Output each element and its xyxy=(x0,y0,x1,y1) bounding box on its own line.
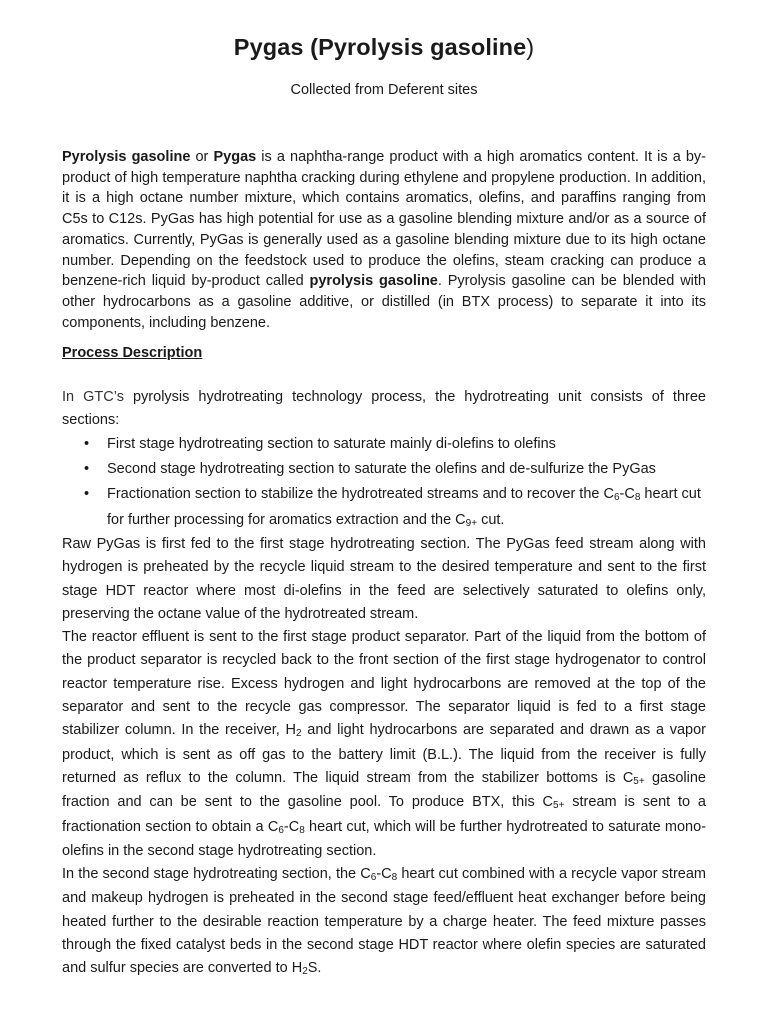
list-item-text: -C xyxy=(619,486,635,502)
body-text: -C xyxy=(376,866,392,883)
process-body xyxy=(62,533,706,982)
term-pyrolysis-gasoline-2: pyrolysis gasoline xyxy=(309,273,438,290)
list-item-text: heart cut for further processing for aromatics extraction and the C xyxy=(107,486,701,528)
process-intro-paragraph xyxy=(62,386,706,432)
sections-list xyxy=(62,432,706,534)
body-paragraph-2 xyxy=(62,626,706,863)
body-text: heart cut, which will be further hydrotreated to saturate mono-olefins in the second stage hydrotreating section. xyxy=(62,818,706,859)
subscript: 9+ xyxy=(465,518,478,529)
list-item xyxy=(62,482,706,534)
subscript: 8 xyxy=(391,872,398,884)
body-text: S. xyxy=(307,960,322,977)
subscript: 8 xyxy=(299,824,305,836)
document-subtitle: Collected from Deferent sites xyxy=(290,82,478,98)
intro-text: . Pyrolysis gasoline can be blended with other hydrocarbons as a gasoline additive, or distilled (in BTX process) to separate it into its components, including benzene. xyxy=(62,273,706,331)
body-text: stream is sent to a fractionation section to obtain a C xyxy=(62,794,706,835)
subscript: 8 xyxy=(634,492,641,503)
body-text: -C xyxy=(283,818,300,835)
term-pygas: Pygas xyxy=(213,149,257,165)
list-item-text: Fractionation section to stabilize the hydrotreated streams and to recover the C xyxy=(107,486,614,502)
body-text: In the second stage hydrotreating section, the C xyxy=(62,866,371,883)
bullet-marker: • xyxy=(84,461,90,477)
bullet-marker: • xyxy=(84,486,90,502)
body-paragraph-3 xyxy=(62,863,706,981)
subscript: 5+ xyxy=(553,800,565,812)
subscript: 6 xyxy=(613,492,620,503)
bullet-marker: • xyxy=(84,436,90,452)
intro-text: or xyxy=(190,149,214,165)
term-pyrolysis-gasoline: Pyrolysis gasoline xyxy=(62,149,191,165)
body-text: heart cut combined with a recycle vapor stream and makeup hydrogen is preheated in the second stage feed/effluent heat exchanger before being heated further to the desirable reaction temperature by a charge heater. The feed mixture passes through the fixed catalyst beds in the second stage HDT reactor where olefin species are saturated and sulfur species are converted to H xyxy=(62,866,706,977)
list-item xyxy=(62,432,706,457)
body-text: gasoline fraction and can be sent to the gasoline pool. To produce BTX, this C xyxy=(62,769,706,811)
process-intro-text: pyrolysis hydrotreating technology process, the hydrotreating unit consists of three sections: xyxy=(62,389,706,428)
body-text: The reactor effluent is sent to the first stage product separator. Part of the liquid from the bottom of the product separator is recycled back to the front section of the first stage hydrogenator to control reactor temperature rise. Excess hydrogen and light hydrocarbons are removed at the top of the separator and sent to the recycle gas compressor. The separator liquid is fed to a first stage stabilizer column. In the receiver, H xyxy=(62,629,706,739)
body-paragraph-1: Raw PyGas is first fed to the first stage hydrotreating section. The PyGas feed stream along with hydrogen is preheated by the recycle liquid stream to the desired temperature and sent to the first stage HDT reactor where most di-olefins in the feed are selectively saturated to olefins only, preserving the octane value of the hydrotreated stream. xyxy=(62,536,706,622)
title-close-paren: ) xyxy=(526,34,535,60)
list-item xyxy=(62,457,706,482)
document-title xyxy=(62,34,706,61)
subscript: 5+ xyxy=(633,775,645,787)
intro-text: is a naphtha-range product with a high aromatics content. It is a by-product of high temperature naphtha cracking during ethylene and propylene production. In addition, it is a high octane number mixture, which contains aromatics, olefins, and paraffins ranging from C5s to C12s. PyGas has high potential for use as a gasoline blending mixture and/or as a source of aromatics. Currently, PyGas is generally used as a gasoline blending mixture due to its high octane number. Depending on the feedstock used to produce the olefins, steam cracking can produce a benzene-rich liquid by-product called xyxy=(62,149,707,290)
process-intro-lead: In GTC’s xyxy=(62,389,124,405)
title-main: Pygas (Pyrolysis gasoline xyxy=(233,34,527,60)
body-text: and light hydrocarbons are separated and drawn as a vapor product, which is sent as off gas to the battery limit (B.L.). The liquid from the receiver is fully returned as reflux to the column. The liquid stream from the stabilizer bottoms is C xyxy=(62,722,706,786)
subscript: 6 xyxy=(278,824,284,836)
intro-paragraph xyxy=(62,147,706,333)
subscript: 2 xyxy=(296,728,302,740)
list-item-text: Second stage hydrotreating section to saturate the olefins and de-sulfurize the PyGas xyxy=(107,461,656,477)
list-item-text: cut. xyxy=(477,512,505,528)
subscript: 6 xyxy=(370,872,377,884)
section-heading-process: Process Description xyxy=(62,345,203,361)
subscript: 2 xyxy=(302,966,308,978)
list-item-text: First stage hydrotreating section to saturate mainly di-olefins to olefins xyxy=(107,436,556,452)
